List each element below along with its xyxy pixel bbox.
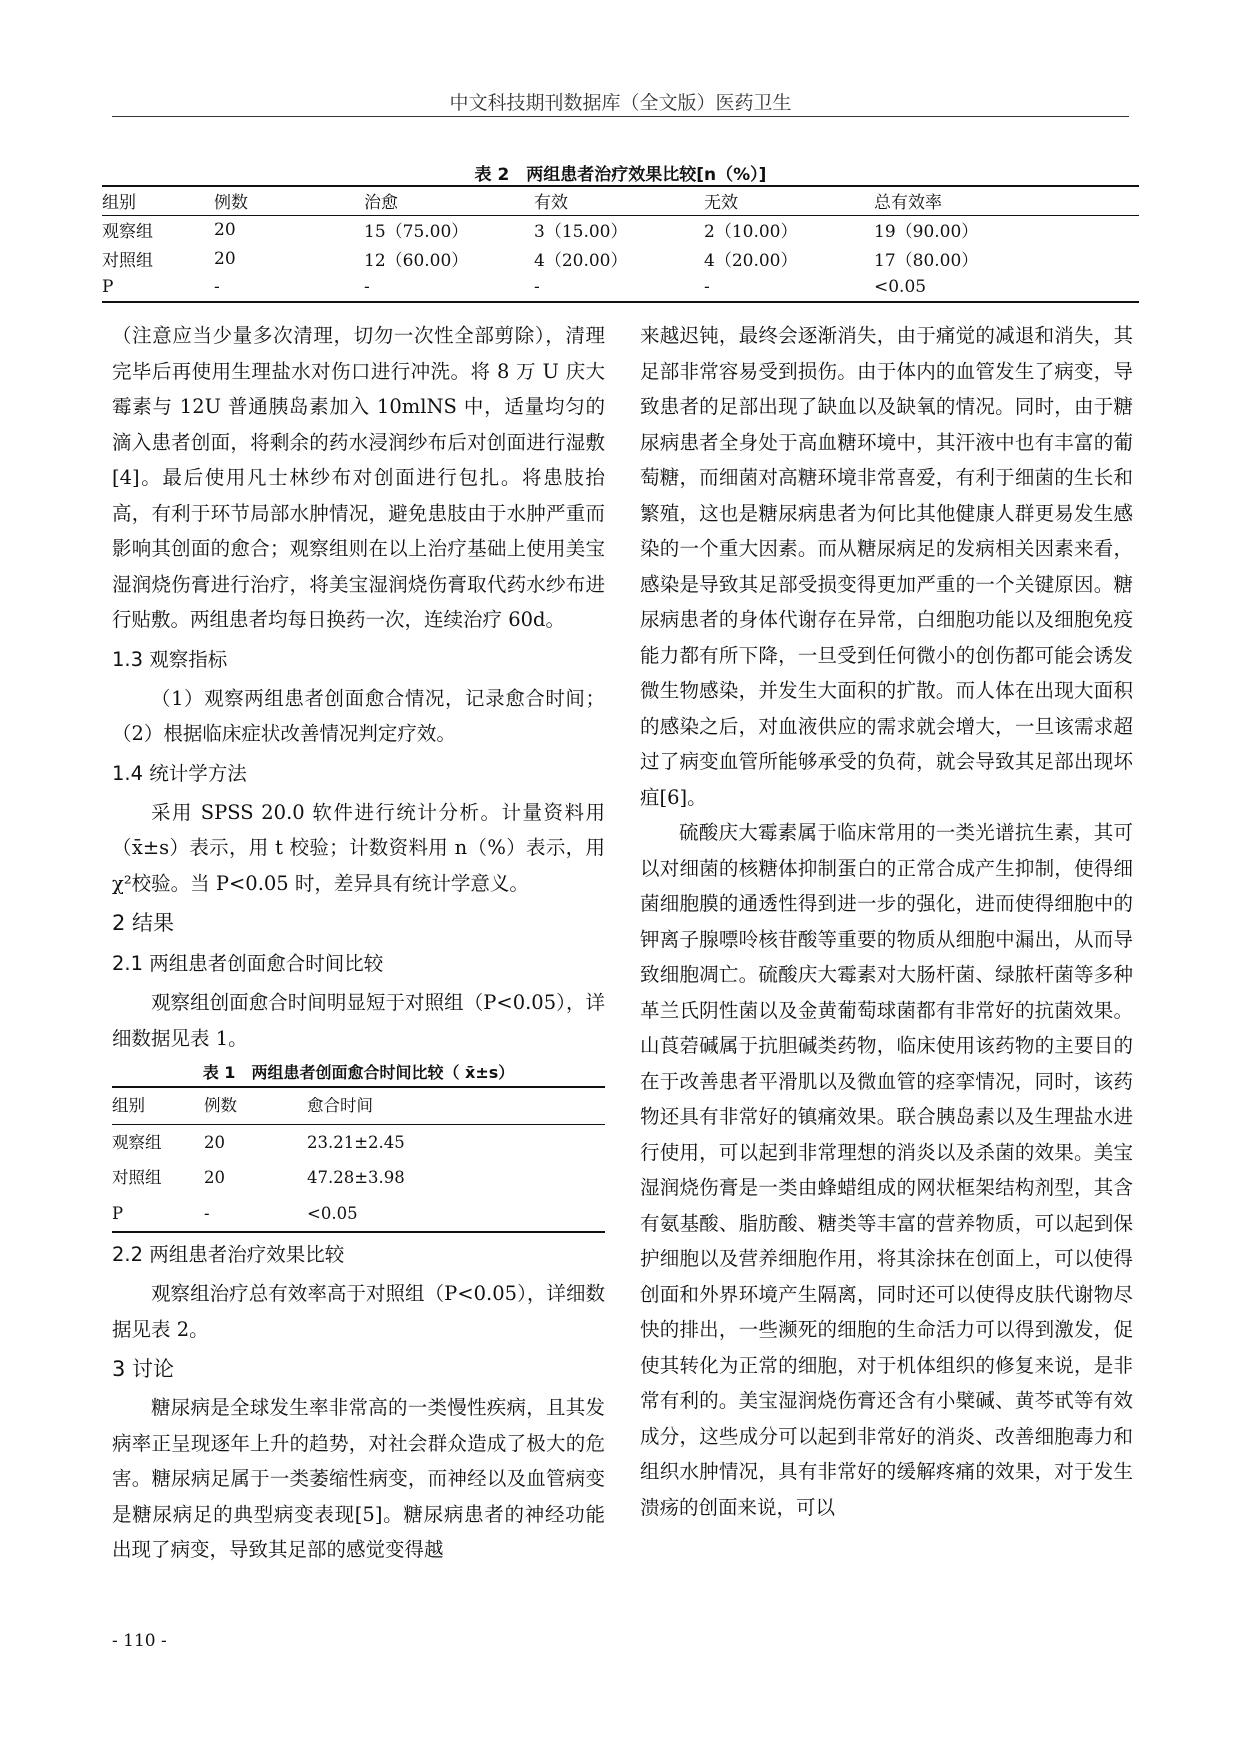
- table2-header-row: [102, 186, 1139, 215]
- table2-cell: 3（15.00）: [534, 222, 628, 243]
- table-row: [112, 1124, 605, 1160]
- body-paragraph: 来越迟钝，最终会逐渐消失，由于痛觉的减退和消失，其足部非常容易受到损伤。由于体内的血管发生了病变，导致患者的足部出现了缺血以及缺氧的情况。同时，由于糖尿病患者全身处于高血糖环境中，其汗液中也有丰富的葡萄糖，而细菌对高糖环境非常喜爱，有利于细菌的生长和繁殖，这也是糖尿病患者为何比其他健康人群更易发生感染的一个重大因素。而从糖尿病足的发病相关因素来看，感染是导致其足部受损变得更加严重的一个关键原因。糖尿病患者的身体代谢存在异常，白细胞功能以及细胞免疫能力都有所下降，一旦受到任何微小的创伤都可能会诱发微生物感染，并发生大面积的扩散。而人体在出现大面积的感染之后，对血液供应的需求就会增大，一旦该需求超过了病变血管所能够承受的负荷，就会导致其足部出现坏疽[6]。: [640, 324, 1133, 809]
- table-row: [112, 1196, 605, 1233]
- table1-cell: <0.05: [307, 1203, 358, 1223]
- section-heading-1-4: 1.4 统计学方法: [112, 761, 247, 785]
- body-paragraph: 硫酸庆大霉素属于临床常用的一类光谱抗生素，其可以对细菌的核糖体抑制蛋白的正常合成产生抑制，使得细菌细胞膜的通透性得到进一步的强化，进而使得细胞中的钾离子腺嘌呤核苷酸等重要的物质从细胞中漏出，从而导致细胞凋亡。硫酸庆大霉素对大肠杆菌、绿脓杆菌等多种革兰氏阴性菌以及金黄葡萄球菌都有非常好的抗菌效果。山莨菪碱属于抗胆碱类药物，临床使用该药物的主要目的在于改善患者平滑肌以及微血管的痉挛情况，同时，该药物还具有非常好的镇痛效果。联合胰岛素以及生理盐水进行使用，可以起到非常理想的消炎以及杀菌的效果。美宝湿润烧伤膏是一类由蜂蜡组成的网状框架结构剂型，其含有氨基酸、脂肪酸、糖类等丰富的营养物质，可以起到保护细胞以及营养细胞作用，将其涂抹在创面上，可以使得创面和外界环境产生隔离，同时还可以使得皮肤代谢物尽快的排出，一些濒死的细胞的生命活力可以得到激发，促使其转化为正常的细胞，对于机体组织的修复来说，是非常有利的。美宝湿润烧伤膏还含有小檗碱、黄芩甙等有效成分，这些成分可以起到非常好的消炎、改善细胞毒力和组织水肿情况，具有非常好的缓解疼痛的效果，对于发生溃疡的创面来说，可以: [640, 821, 1133, 1519]
- section-heading-2-2: 2.2 两组患者治疗效果比较: [112, 1243, 345, 1266]
- table2-header-cell: 有效: [534, 193, 568, 214]
- table2-cell: -: [534, 277, 540, 297]
- table-row: [102, 273, 1139, 302]
- table2-cell: <0.05: [874, 277, 927, 297]
- table2-cell: P: [102, 277, 114, 297]
- table1-cell: 对照组: [112, 1168, 162, 1187]
- body-paragraph: （注意应当少量多次清理，切勿一次性全部剪除），清理完毕后再使用生理盐水对伤口进行冲洗。将 8 万 U 庆大霉素与 12U 普通胰岛素加入 10mlNS 中，适量均匀的滴入患者创面，将剩余的药水浸润纱布后对创面进行湿敷[4]。最后使用凡士林纱布对创面进行包扎。将患肢抬高，有利于环节局部水肿情况，避免患肢由于水肿严重而影响其创面的愈合；观察组则在以上治疗基础上使用美宝湿润烧伤膏进行治疗，将美宝湿润烧伤膏取代药水纱布进行贴敷。两组患者均每日换药一次，连续治疗 60d。: [112, 324, 605, 631]
- table2-cell: 4（20.00）: [534, 251, 628, 271]
- body-paragraph: 观察组治疗总有效率高于对照组（P<0.05），详细数据见表 2。: [112, 1282, 605, 1341]
- table1-cell: P: [112, 1203, 124, 1223]
- table2-header-cell: 例数: [214, 193, 248, 214]
- table2-header-cell: 组别: [102, 193, 136, 214]
- table2-cell: 4（20.00）: [704, 251, 798, 271]
- table1-cell: 23.21±2.45: [307, 1132, 405, 1152]
- left-column: [112, 318, 605, 1568]
- table1-cell: 20: [204, 1168, 225, 1187]
- table1-caption: 表 1 两组患者创面愈合时间比较（ x̄±s）: [202, 1063, 515, 1082]
- page-number: - 110 -: [112, 1631, 167, 1651]
- body-paragraph: 糖尿病是全球发生率非常高的一类慢性疾病，且其发病率正呈现逐年上升的趋势，对社会群众造成了极大的危害。糖尿病足属于一类萎缩性病变，而神经以及血管病变是糖尿病足的典型病变表现[5]。糖尿病患者的神经功能出现了病变，导致其足部的感觉变得越: [112, 1396, 605, 1561]
- table2-cell: -: [704, 277, 710, 297]
- section-heading-1-3: 1.3 观察指标: [112, 647, 228, 671]
- table2-cell: 19（90.00）: [874, 222, 979, 243]
- table2-cell: 15（75.00）: [364, 222, 469, 243]
- table2-cell: 观察组: [102, 222, 153, 243]
- table2-header-cell: 无效: [704, 193, 738, 214]
- table1-header-cell: 例数: [204, 1096, 237, 1115]
- body-paragraph: 观察组创面愈合时间明显短于对照组（P<0.05），详细数据见表 1。: [112, 991, 605, 1050]
- table2-cell: 20: [214, 248, 236, 269]
- right-column: [640, 318, 1133, 1525]
- table1-cell: 观察组: [112, 1132, 162, 1152]
- table-row: [102, 244, 1139, 273]
- table2-caption: 表 2 两组患者治疗效果比较[n（%）]: [474, 165, 767, 185]
- table2-header-cell: 治愈: [364, 193, 398, 214]
- table2: [102, 185, 1139, 303]
- table1-cell: 47.28±3.98: [307, 1168, 405, 1187]
- table2-cell: 17（80.00）: [874, 251, 979, 271]
- table-row: [112, 1160, 605, 1196]
- table2-cell: 20: [214, 219, 236, 240]
- header-rule: [112, 116, 1129, 117]
- journal-header: 中文科技期刊数据库（全文版）医药卫生: [449, 92, 792, 114]
- table1-cell: -: [204, 1203, 210, 1223]
- section-heading-2-1: 2.1 两组患者创面愈合时间比较: [112, 952, 384, 975]
- table1-header-cell: 组别: [112, 1096, 145, 1115]
- table2-cell: 12（60.00）: [364, 251, 469, 271]
- table2-cell: 对照组: [102, 251, 153, 271]
- table1-cell: 20: [204, 1132, 225, 1152]
- table2-cell: -: [364, 277, 370, 297]
- table1-header-row: [112, 1087, 605, 1124]
- table2-header-cell: 总有效率: [874, 193, 942, 214]
- table-row: [102, 215, 1139, 244]
- table2-cell: -: [214, 277, 220, 297]
- table1: [112, 1086, 605, 1233]
- section-heading-2: 2 结果: [112, 911, 175, 935]
- table2-cell: 2（10.00）: [704, 222, 798, 243]
- body-paragraph: 采用 SPSS 20.0 软件进行统计分析。计量资料用（x̄±s）表示，用 t 校验；计数资料用 n（%）表示，用χ²校验。当 P<0.05 时，差异具有统计学意义。: [112, 800, 605, 895]
- table1-header-cell: 愈合时间: [307, 1096, 373, 1115]
- body-paragraph: （1）观察两组患者创面愈合情况，记录愈合时间；（2）根据临床症状改善情况判定疗效。: [112, 686, 605, 745]
- section-heading-3: 3 讨论: [112, 1357, 175, 1381]
